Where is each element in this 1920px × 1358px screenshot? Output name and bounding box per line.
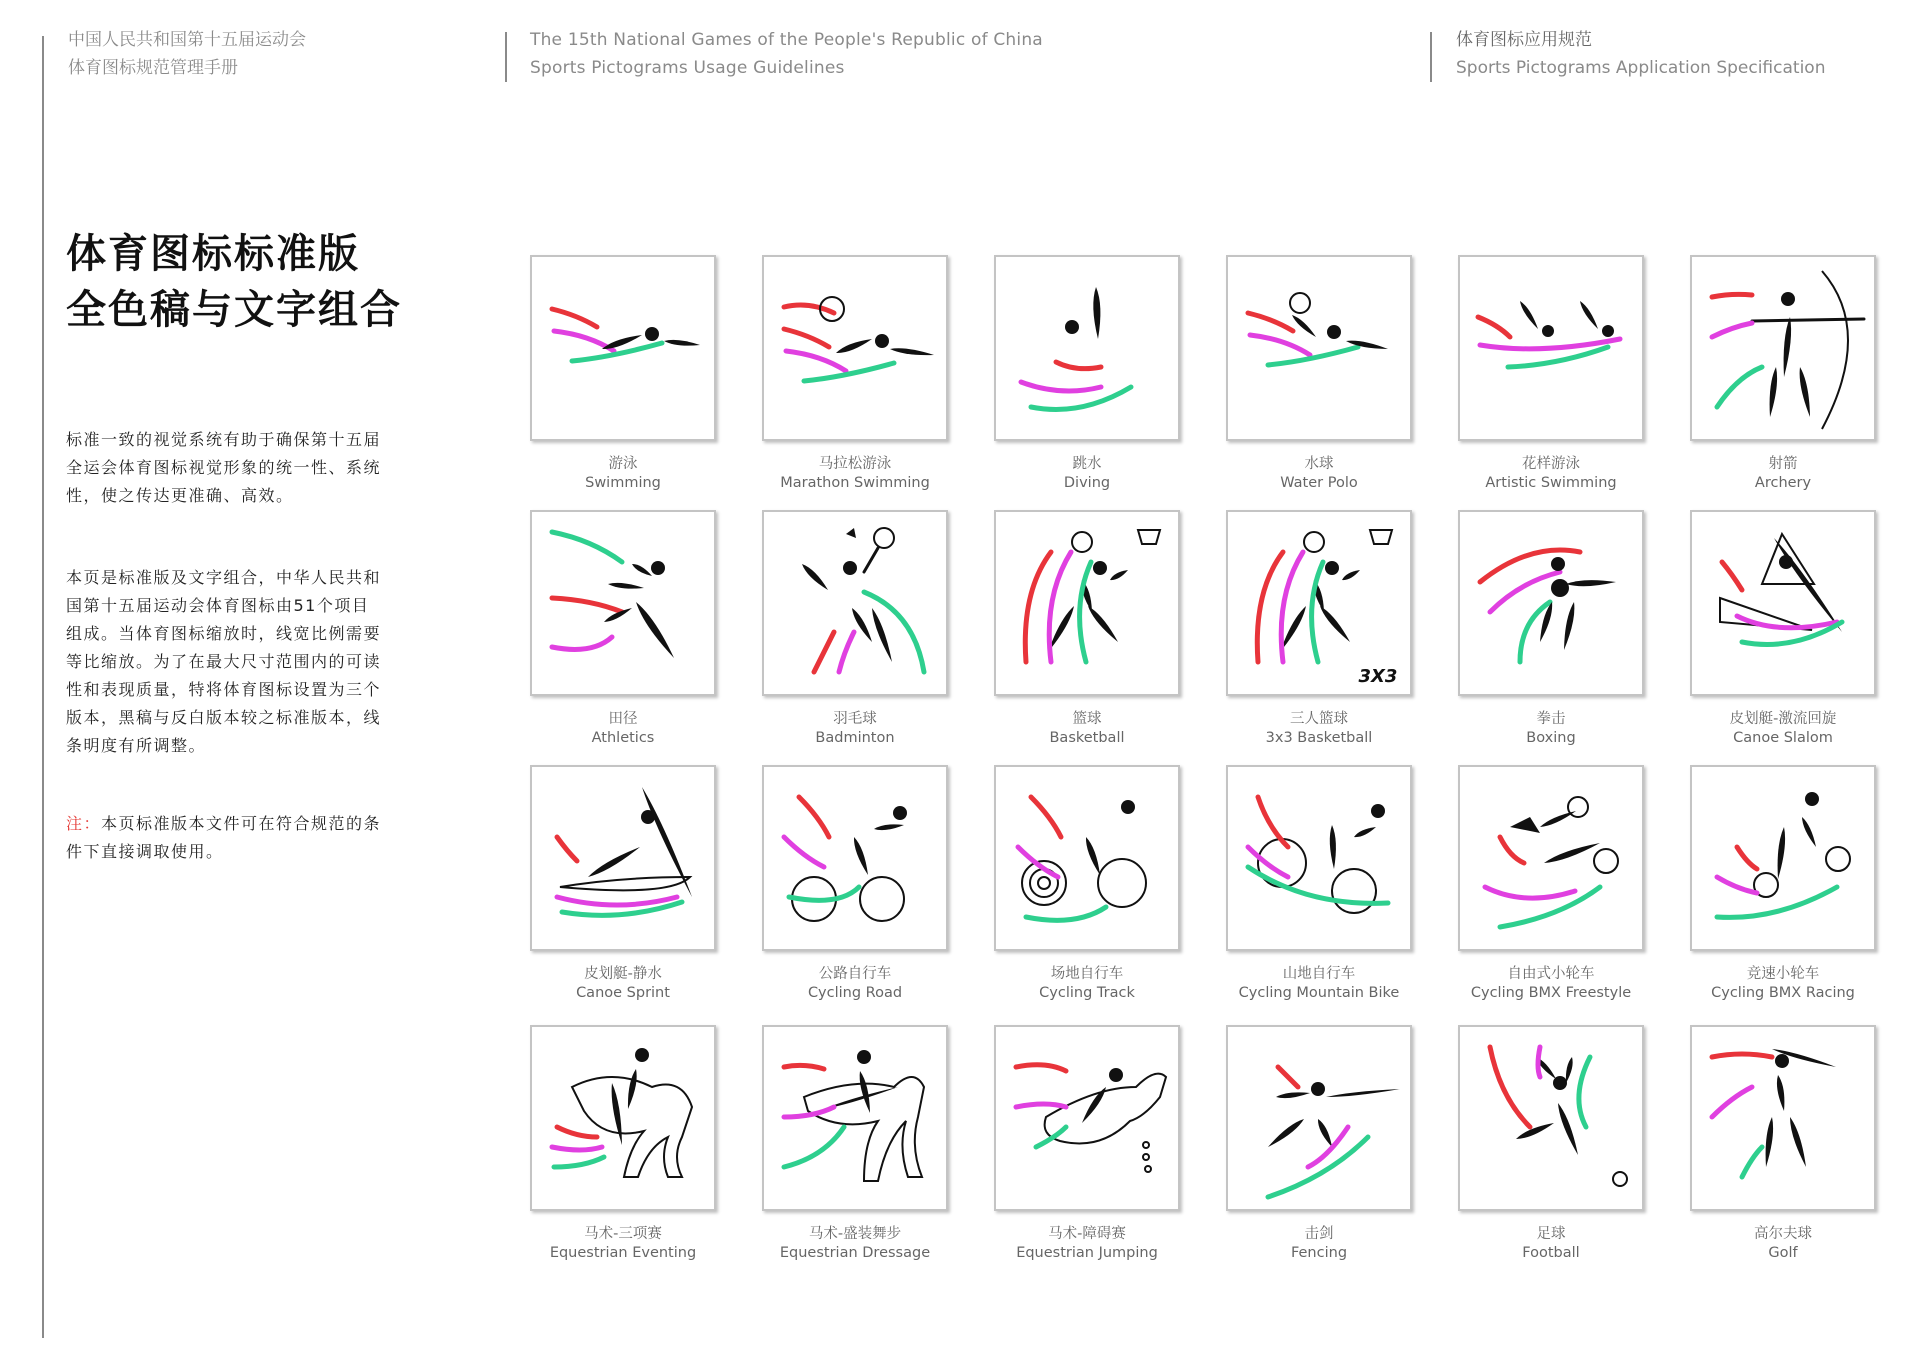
pictogram-caption	[1670, 1225, 1896, 1263]
pictogram-name-cn: 足球	[1536, 1226, 1566, 1242]
athletics-icon	[532, 512, 714, 694]
pictogram-name-en: Cycling Track	[1039, 985, 1135, 1001]
pictogram-name-cn: 自由式小轮车	[1507, 966, 1595, 982]
pictogram-name-cn: 场地自行车	[1050, 966, 1124, 982]
pictogram-name-en: Archery	[1754, 475, 1812, 491]
header-chinese-title	[68, 26, 306, 82]
pictogram-card	[1226, 765, 1412, 951]
pictogram-card	[530, 1025, 716, 1211]
pictogram-caption	[1438, 710, 1664, 748]
pictogram-caption	[510, 455, 736, 493]
pictogram-name-cn: 羽毛球	[833, 711, 877, 727]
golf-icon	[1692, 1027, 1874, 1209]
pictogram-name-en: Equestrian Dressage	[779, 1245, 931, 1261]
pictogram-name-en: 3x3 Basketball	[1265, 730, 1373, 746]
pictogram-name-en: Basketball	[1049, 730, 1125, 746]
header-center-line-1: The 15th National Games of the People's Republic of China	[530, 30, 1043, 50]
pictogram-caption	[1670, 710, 1896, 748]
pictogram-card	[762, 1025, 948, 1211]
page-title-line-1: 体育图标标准版	[66, 231, 360, 277]
fencing-icon	[1228, 1027, 1410, 1209]
archery-icon	[1692, 257, 1874, 439]
badge-3x3-label: 3X3	[1358, 666, 1398, 687]
pictogram-name-cn: 马术-障碍赛	[1048, 1226, 1126, 1242]
pictogram-caption	[974, 965, 1200, 1003]
note-text: 本页标准版本文件可在符合规范的条件下直接调取使用。	[66, 814, 382, 861]
pictogram-caption	[742, 1225, 968, 1263]
diving-icon	[996, 257, 1178, 439]
pictogram-name-en: Equestrian Eventing	[549, 1245, 697, 1261]
pictogram-card	[994, 255, 1180, 441]
artistic-swimming-icon	[1460, 257, 1642, 439]
pictogram-name-cn: 马术-盛装舞步	[808, 1226, 902, 1242]
pictogram-card	[530, 510, 716, 696]
marathon-swimming-icon	[764, 257, 946, 439]
pictogram-name-cn: 跳水	[1072, 456, 1102, 472]
boxing-icon	[1460, 512, 1642, 694]
intro-paragraph: 标准一致的视觉系统有助于确保第十五届全运会体育图标视觉形象的统一性、系统性，使之传达更准确、高效。	[66, 430, 382, 505]
pictogram-name-cn: 皮划艇-激流回旋	[1729, 711, 1837, 727]
equestrian-jumping-icon	[996, 1027, 1178, 1209]
cycling-track-icon	[996, 767, 1178, 949]
pictogram-caption	[510, 965, 736, 1003]
pictogram-card	[762, 510, 948, 696]
pictogram-card	[1226, 1025, 1412, 1211]
pictogram-card	[1458, 765, 1644, 951]
pictogram-caption	[974, 455, 1200, 493]
pictogram-card	[762, 765, 948, 951]
header-right-line-2: Sports Pictograms Application Specification	[1456, 58, 1826, 78]
pictogram-caption	[1206, 710, 1432, 748]
page-title-line-2: 全色稿与文字组合	[66, 287, 402, 333]
pictogram-name-en: Swimming	[585, 475, 661, 491]
pictogram-name-en: Marathon Swimming	[780, 475, 930, 491]
pictogram-name-en: Canoe Sprint	[576, 985, 670, 1001]
pictogram-name-en: Cycling Mountain Bike	[1238, 985, 1400, 1001]
equestrian-eventing-icon	[532, 1027, 714, 1209]
pictogram-name-en: Fencing	[1290, 1245, 1348, 1261]
pictogram-card	[1690, 1025, 1876, 1211]
pictogram-name-en: Badminton	[815, 730, 895, 746]
pictogram-name-cn: 水球	[1304, 456, 1334, 472]
header-section-title	[1456, 26, 1825, 82]
basketball-icon	[996, 512, 1178, 694]
equestrian-dressage-icon	[764, 1027, 946, 1209]
header-right-line-1: 体育图标应用规范	[1456, 30, 1592, 50]
pictogram-name-cn: 花样游泳	[1522, 456, 1580, 472]
pictogram-caption	[1670, 455, 1896, 493]
pictogram-caption	[974, 710, 1200, 748]
header-center-line-2: Sports Pictograms Usage Guidelines	[530, 58, 845, 78]
pictogram-name-cn: 拳击	[1536, 711, 1566, 727]
canoe-sprint-icon	[532, 767, 714, 949]
pictogram-card	[530, 765, 716, 951]
cycling-bmx-racing-icon	[1692, 767, 1874, 949]
pictogram-card	[1690, 765, 1876, 951]
pictogram-card	[1690, 255, 1876, 441]
header-divider	[1430, 32, 1432, 82]
pictogram-name-cn: 皮划艇-静水	[584, 966, 662, 982]
pictogram-caption	[974, 1225, 1200, 1263]
pictogram-name-cn: 击剑	[1304, 1226, 1334, 1242]
canoe-slalom-icon	[1692, 512, 1874, 694]
pictogram-card	[994, 765, 1180, 951]
pictogram-name-cn: 三人篮球	[1290, 711, 1348, 727]
description-paragraph: 本页是标准版及文字组合，中华人民共和国第十五届运动会体育图标由51个项目组成。当体育图标缩放时，线宽比例需要等比缩放。为了在最大尺寸范围内的可读性和表现质量，特将体育图标设置为三个版本，黑稿与反白版本较之标准版本，线条明度有所调整。	[66, 568, 382, 755]
water-polo-icon	[1228, 257, 1410, 439]
pictogram-name-en: Athletics	[591, 730, 655, 746]
pictogram-card	[762, 255, 948, 441]
pictogram-card	[530, 255, 716, 441]
pictogram-name-cn: 马术-三项赛	[584, 1226, 662, 1242]
pictogram-name-cn: 高尔夫球	[1754, 1226, 1812, 1242]
pictogram-caption	[510, 1225, 736, 1263]
pictogram-name-en: Diving	[1063, 475, 1111, 491]
pictogram-name-cn: 山地自行车	[1282, 966, 1356, 982]
header-left-line-1: 中国人民共和国第十五届运动会	[68, 30, 306, 50]
pictogram-caption	[742, 965, 968, 1003]
pictogram-caption	[1206, 1225, 1432, 1263]
pictogram-card	[994, 510, 1180, 696]
badminton-icon	[764, 512, 946, 694]
cycling-mountain-bike-icon	[1228, 767, 1410, 949]
football-icon	[1460, 1027, 1642, 1209]
header-left-line-2: 体育图标规范管理手册	[68, 58, 238, 78]
pictogram-caption	[1438, 965, 1664, 1003]
pictogram-card	[1226, 510, 1412, 696]
pictogram-card	[994, 1025, 1180, 1211]
pictogram-name-cn: 公路自行车	[818, 966, 892, 982]
pictogram-card	[1690, 510, 1876, 696]
page-title	[66, 226, 402, 338]
cycling-road-icon	[764, 767, 946, 949]
pictogram-name-cn: 竞速小轮车	[1746, 966, 1820, 982]
pictogram-name-cn: 马拉松游泳	[818, 456, 892, 472]
pictogram-name-cn: 田径	[608, 711, 638, 727]
swimming-icon	[532, 257, 714, 439]
pictogram-name-en: Football	[1522, 1245, 1580, 1261]
pictogram-name-en: Water Polo	[1280, 475, 1358, 491]
pictogram-caption	[510, 710, 736, 748]
note-label: 注：	[66, 814, 102, 833]
pictogram-card	[1458, 1025, 1644, 1211]
pictogram-name-cn: 篮球	[1072, 711, 1102, 727]
pictogram-name-en: Cycling BMX Freestyle	[1470, 985, 1632, 1001]
pictogram-name-en: Canoe Slalom	[1733, 730, 1833, 746]
pictogram-caption	[1670, 965, 1896, 1003]
pictogram-caption	[1206, 455, 1432, 493]
pictogram-card	[1458, 255, 1644, 441]
pictogram-name-cn: 射箭	[1768, 456, 1798, 472]
pictogram-name-en: Equestrian Jumping	[1016, 1245, 1158, 1261]
note-paragraph	[66, 810, 386, 866]
pictogram-caption	[1438, 455, 1664, 493]
pictogram-name-en: Golf	[1768, 1245, 1798, 1261]
pictogram-name-en: Artistic Swimming	[1485, 475, 1617, 491]
header-english-title	[530, 26, 1043, 82]
header-divider	[505, 32, 507, 82]
pictogram-card	[1458, 510, 1644, 696]
pictogram-caption	[742, 455, 968, 493]
left-margin-rule	[42, 36, 44, 1338]
basketball-3x3-icon	[1228, 512, 1410, 694]
pictogram-caption	[1206, 965, 1432, 1003]
pictogram-name-en: Cycling BMX Racing	[1711, 985, 1855, 1001]
pictogram-caption	[1438, 1225, 1664, 1263]
pictogram-name-en: Cycling Road	[807, 985, 903, 1001]
pictogram-name-en: Boxing	[1526, 730, 1576, 746]
cycling-bmx-freestyle-icon	[1460, 767, 1642, 949]
pictogram-card	[1226, 255, 1412, 441]
pictogram-caption	[742, 710, 968, 748]
pictogram-name-cn: 游泳	[608, 456, 638, 472]
